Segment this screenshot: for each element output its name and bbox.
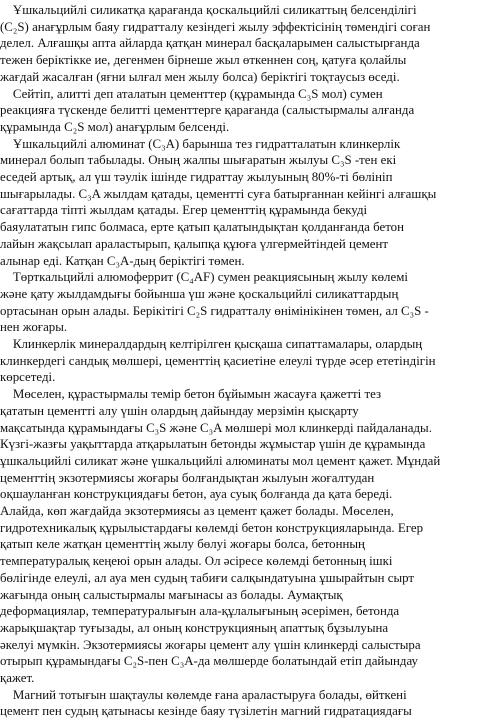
text-line: ұшкальцийлі силикат және үшкальцийлі алюминаты мол цемент қажет. Мұндай [0, 452, 441, 468]
text-line: қататын цементті алу үшін олардың дайындау мерзімін қысқарту [0, 402, 359, 418]
text-line: бөлігінде елеулі, ал ауа мен судың табиғи салқындатуына ұшырайтын сырт [0, 569, 415, 585]
text-line: Сейтіп, алитті деп аталатын цементтер (құрамында C₃S мол) сумен [0, 85, 383, 101]
text-line: Магний тотығын шақтаулы көлемде ғана араластыруға болады, өйткені [0, 686, 407, 702]
text-line: баяулататын гипс болмаса, ерте қатып қалатындықтан қолданғанда бетон [0, 219, 405, 235]
text-line: Төрткальцийлі алюмоферрит (C₄AF) сумен реакциясының жылу көлемі [0, 269, 408, 285]
text-line: температуралық кеңеюі орын алады. Ол әсіресе көлемді бетонның ішкі [0, 553, 393, 569]
text-line: Мөселен, құрастырмалы темір бетон бұйымын жасауға қажетті тез [0, 386, 382, 402]
text-line: ортасынан орын алады. Берікітігі C₂S гидратталу өнімінікінен төмен, ал C₃S - [0, 302, 429, 318]
text-line: гидротехникалық құрылыстардағы көлемді бетон конструкцияларында. Егер [0, 519, 424, 535]
text-line: жарықшақтар туғызады, ал оның конструкцияның апаттық бұзылуына [0, 619, 389, 635]
text-line: нен жоғары. [0, 319, 68, 335]
text-line: Алайда, көп жағдайда экзотермиясы аз цемент қажет болады. Мөселен, [0, 503, 394, 518]
text-line: әкелуі мүмкін. Экзотермиясы жоғары цемент алу үшін клинкерді салыстыра [0, 636, 421, 652]
text-line: деформациялар, температуралығын ала-құлалығының әсерімен, бетонда [0, 603, 400, 619]
text-line: жағында оның салыстырмалы мағынасы аз болады. Аумақтық [0, 586, 343, 602]
text-line: алынар еді. Катқан C₃A-дың беріктігі төмен. [0, 252, 245, 268]
text-line: сағаттарда тіпті жылдам қатады. Егер цементтің құрамында бекуді [0, 202, 368, 218]
text-line: Ұшкальцийлі силикатқа қарағанда қоскальцийлі силикаттың белсенділігі [0, 2, 417, 17]
text-line: еседей артық, ал үш тәулік ішінде гидраттау жылуының 80%-ті бөлініп [0, 169, 393, 184]
text-line: оқшауланған конструкциядағы бетон, ауа суық болғанда да қата береді. [0, 486, 393, 502]
text-line: қатып келе жатқан цементтің жылу бөлуі жоғары болса, бетонның [0, 536, 365, 552]
text-line: цементтің экзотермиясы жоғары болғандықтан жылуын жоғалтудан [0, 469, 375, 485]
text-line: минерал болып табылады. Оның жалпы шығаратын жылуы C₃S -тен екі [0, 152, 397, 168]
text-line: мақсатында құрамындағы C₃S және C₃A мөлшері мол клинкерді пайдаланады. [0, 419, 432, 435]
text-line: және қату жылдамдығы бойынша үш және қоскальцийлі силикаттардың [0, 285, 399, 301]
text-line: реакцияға түскенде белитті цементтерге қарағанда (салыстырмалы алғанда [0, 102, 415, 118]
text-line: тежен беріктікке ие, дегенмен бірнеше жыл өткеннен соң, қатуға қолайлы [0, 52, 407, 68]
text-line: цемент пен судың қатынасы кезінде баяу түзілетін магний гидратациядағы [0, 703, 412, 719]
text-line: лайын жақсылап араластырып, қалыпқа құюға үлгермейтіндей цемент [0, 235, 389, 251]
text-line: Күзгі-жазғы уақыттарда атқарылатын бетонды жұмыстар үшін де құрамында [0, 436, 426, 452]
text-line: (C₂S) анағұрлым баяу гидратталу кезіндегі жылу эффектісінің төмендігі соған [0, 18, 431, 34]
text-line: клинкердегі сандық мөлшері, цементтің қасиетіне елеулі түрде әсер ететіндігін [0, 352, 436, 368]
text-line: құрамында C₂S мол) анағұрлым белсенді. [0, 118, 230, 134]
text-line: делел. Алғашқы апта айларда қатқан минерал басқаларымен салыстырғанда [0, 35, 420, 51]
text-line: көрсетеді. [0, 369, 56, 385]
text-line: отырып құрамындағы C₂S-пен C₃A-да мөлшерде болатындай етіп дайындау [0, 653, 418, 669]
text-line: жағдай жасалған (яғни ылғал мен жылу болса) беріктігі тоқтаусыз өседі. [0, 68, 400, 84]
text-line: Клинкерлік минералдардың келтірілген қысқаша сипаттамалары, олардың [0, 336, 423, 351]
text-line: Ұшкальцийлі алюминат (C₃A) барынша тез гидратталатын клинкерлік [0, 135, 401, 151]
text-line: шығарылады. C₃A жылдам қатады, цементті суға батырғаннан кейінгі алғашқы [0, 185, 437, 201]
text-line: қажет. [0, 670, 35, 685]
